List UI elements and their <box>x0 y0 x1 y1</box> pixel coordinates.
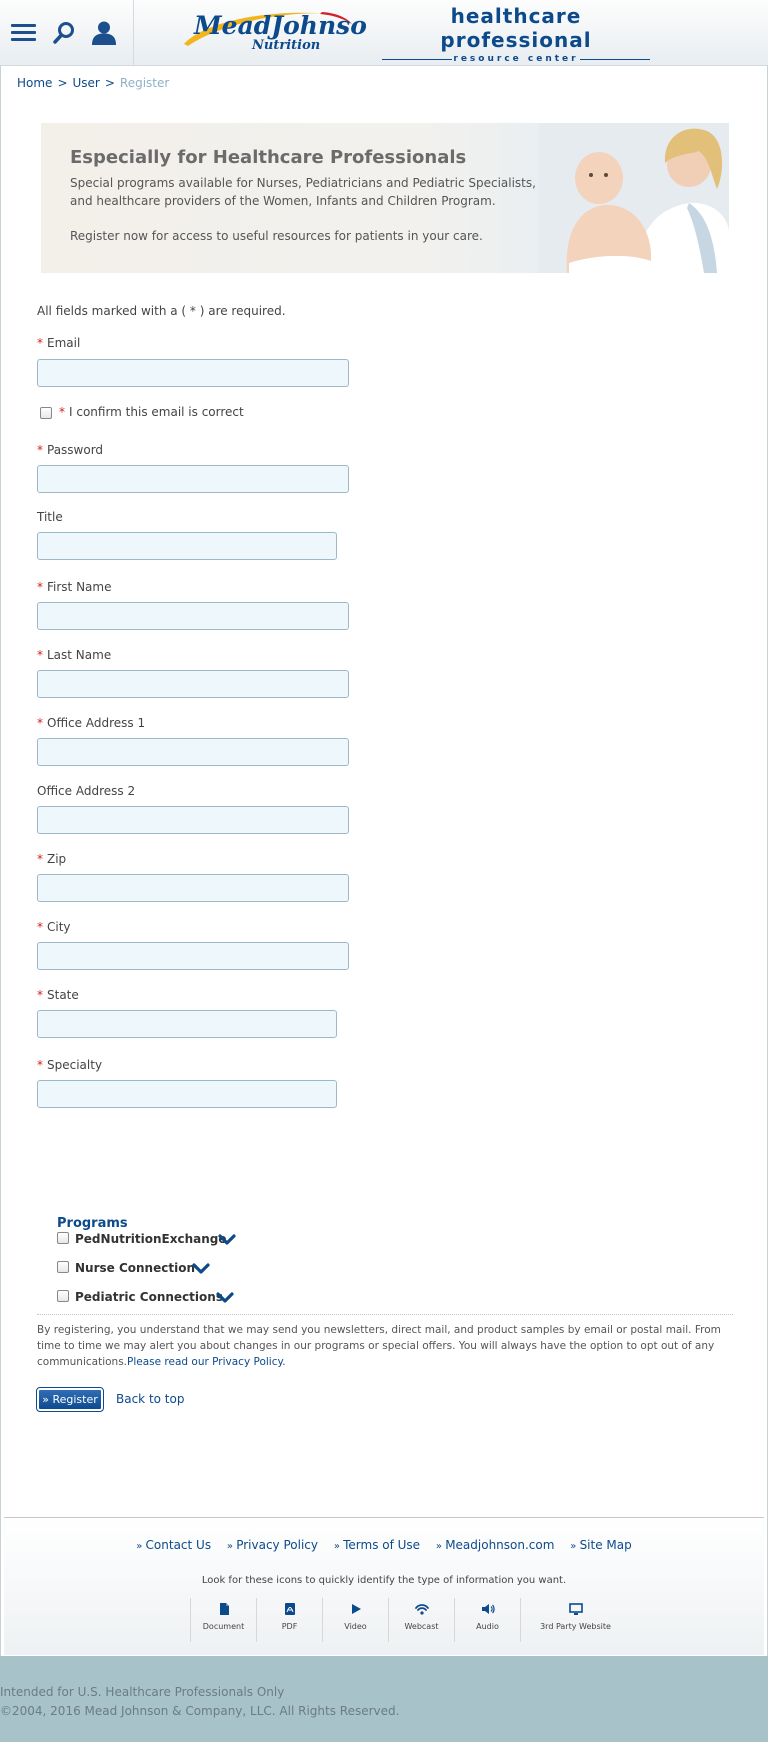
header-tools <box>0 0 134 66</box>
password-label <box>37 443 103 457</box>
site-header <box>0 0 768 66</box>
footer-links <box>4 1538 764 1552</box>
zip-label <box>37 852 66 866</box>
last-name-field[interactable] <box>37 670 349 698</box>
state-select[interactable] <box>37 1010 337 1038</box>
registration-disclaimer <box>37 1322 737 1370</box>
mead-johnson-logo[interactable] <box>182 6 366 54</box>
pdf-icon <box>283 1602 297 1616</box>
program-checkbox-nurse-connection[interactable] <box>57 1261 69 1273</box>
address1-label <box>37 716 145 730</box>
legend-label-audio: Audio <box>476 1622 499 1631</box>
legend-label-pdf: PDF <box>281 1622 298 1631</box>
specialty-select[interactable] <box>37 1080 337 1108</box>
program-label-pediatric-connections: Pediatric Connections <box>75 1290 223 1304</box>
confirm-email-label <box>59 405 244 419</box>
breadcrumb-home[interactable]: Home <box>17 76 53 90</box>
required-mark: * <box>37 648 43 662</box>
icon-legend-note: Look for these icons to quickly identify the type of information you want. <box>201 1575 567 1586</box>
state-label-text: State <box>47 988 79 1002</box>
first-name-label-text: First Name <box>47 580 112 594</box>
program-checkbox-pediatric-connections[interactable] <box>57 1290 69 1302</box>
required-mark: * <box>59 405 65 419</box>
address2-label: Office Address 2 <box>37 784 136 798</box>
search-icon[interactable] <box>52 20 80 46</box>
state-label <box>37 988 79 1002</box>
breadcrumb-user[interactable]: User <box>72 76 100 90</box>
confirm-email-label-text: I confirm this email is correct <box>69 405 244 419</box>
program-label-nurse-connection: Nurse Connection <box>75 1261 195 1275</box>
chevron-down-icon[interactable] <box>218 1234 236 1246</box>
last-name-label-text: Last Name <box>47 648 112 662</box>
required-mark: * <box>37 988 43 1002</box>
breadcrumb-current: Register <box>119 76 170 90</box>
address1-field[interactable] <box>37 738 349 766</box>
legend-video <box>322 1598 388 1642</box>
first-name-field[interactable] <box>37 602 349 630</box>
required-mark: * <box>37 1058 43 1072</box>
address2-field[interactable] <box>37 806 349 834</box>
chevron-down-icon[interactable] <box>216 1292 234 1304</box>
chevron-down-icon[interactable] <box>192 1263 210 1275</box>
privacy-policy-link[interactable]: Please read our Privacy Policy. <box>127 1356 286 1368</box>
hcp-banner <box>41 123 729 273</box>
brand-subtitle: resource center <box>376 52 656 66</box>
required-mark: * <box>37 716 43 730</box>
monitor-icon <box>569 1602 583 1616</box>
breadcrumb-separator: > <box>57 76 68 90</box>
legal-notice <box>0 1683 399 1721</box>
menu-icon[interactable] <box>10 20 38 46</box>
password-field[interactable] <box>37 465 349 493</box>
specialty-label-text: Specialty <box>47 1058 103 1072</box>
legend-audio <box>454 1598 520 1642</box>
main-content <box>0 66 768 1656</box>
legend-label-3rd-party-website: 3rd Party Website <box>540 1622 611 1631</box>
required-mark: * <box>37 443 43 457</box>
back-to-top-link[interactable]: Back to top <box>116 1392 185 1406</box>
banner-heading: Especially for Healthcare Professionals <box>70 147 467 168</box>
icon-legend <box>190 1598 630 1642</box>
legend-pdf <box>256 1598 322 1642</box>
footer-link-site-map[interactable]: » Site Map <box>570 1538 631 1552</box>
city-label-text: City <box>47 920 71 934</box>
footer-link-privacy-policy[interactable]: » Privacy Policy <box>227 1538 318 1552</box>
required-mark: * <box>37 580 43 594</box>
program-label-pednutritionexchange: PedNutritionExchange <box>75 1232 227 1246</box>
first-name-label <box>37 580 111 594</box>
email-field[interactable] <box>37 359 349 387</box>
required-mark: * <box>37 920 43 934</box>
section-divider <box>37 1314 733 1315</box>
specialty-label <box>37 1058 102 1072</box>
document-icon <box>217 1602 231 1616</box>
svg-text:Nutrition: Nutrition <box>252 38 321 53</box>
confirm-email-checkbox[interactable] <box>40 407 52 419</box>
city-field[interactable] <box>37 942 349 970</box>
legal-audience-note: Intended for U.S. Healthcare Professionals Only <box>0 1685 285 1699</box>
city-label <box>37 920 71 934</box>
footer-link-contact-us[interactable]: » Contact Us <box>136 1538 211 1552</box>
banner-photo-illustration <box>539 123 729 273</box>
required-fields-note: All fields marked with a ( * ) are required. <box>37 304 286 318</box>
video-play-icon <box>349 1602 363 1616</box>
required-mark: * <box>37 852 43 866</box>
legend-webcast <box>388 1598 454 1642</box>
audio-speaker-icon <box>481 1602 495 1616</box>
svg-text:MeadJohnson: MeadJohnson <box>194 11 366 40</box>
site-footer <box>4 1517 764 1655</box>
address1-label-text: Office Address 1 <box>47 716 146 730</box>
legend-label-webcast: Webcast <box>404 1622 439 1631</box>
user-icon[interactable] <box>91 20 119 46</box>
legend-3rd-party-website <box>520 1598 630 1642</box>
title-label: Title <box>37 510 63 524</box>
title-field[interactable] <box>37 532 337 560</box>
banner-text-register: Register now for access to useful resources for patients in your care. <box>70 229 483 243</box>
footer-link-terms-of-use[interactable]: » Terms of Use <box>334 1538 420 1552</box>
password-label-text: Password <box>47 443 104 457</box>
email-label-text: Email <box>47 336 81 350</box>
legend-label-video: Video <box>344 1622 367 1631</box>
legend-document <box>190 1598 256 1642</box>
zip-field[interactable] <box>37 874 349 902</box>
program-checkbox-pednutritionexchange[interactable] <box>57 1232 69 1244</box>
brand-title: healthcare professional <box>440 4 592 52</box>
register-button[interactable]: » Register <box>37 1388 103 1411</box>
webcast-icon <box>415 1602 429 1616</box>
email-label <box>37 336 80 350</box>
required-mark: * <box>37 336 43 350</box>
legend-label-document: Document <box>202 1622 245 1631</box>
breadcrumb <box>17 76 169 90</box>
breadcrumb-separator: > <box>104 76 115 90</box>
zip-label-text: Zip <box>47 852 67 866</box>
last-name-label <box>37 648 111 662</box>
programs-heading: Programs <box>57 1216 128 1231</box>
copyright-notice: ©2004, 2016 Mead Johnson & Company, LLC. All Rights Reserved. <box>0 1704 400 1718</box>
banner-text: Special programs available for Nurses, Pediatricians and Pediatric Specialists, and healthcare providers of the Women, Infants and Children Program. <box>70 176 536 208</box>
footer-link-meadjohnson[interactable]: » Meadjohnson.com <box>436 1538 555 1552</box>
disclaimer-text: By registering, you understand that we may send you newsletters, direct mail, and product samples by email or postal mail. From time to time we may alert you about changes in our programs or special offers. You will always have the option to opt out of any communications. <box>37 1324 721 1368</box>
